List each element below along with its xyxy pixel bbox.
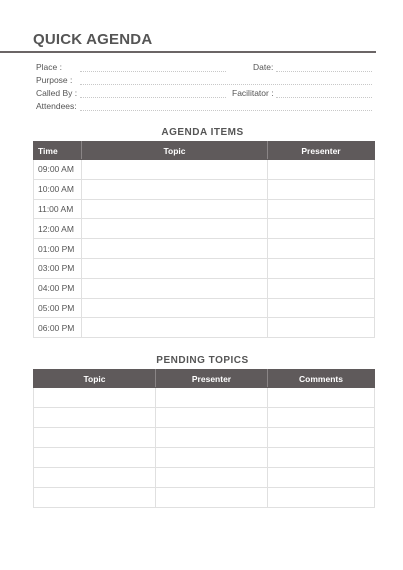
- time-cell: 04:00 PM: [34, 278, 82, 298]
- date-field[interactable]: [276, 71, 372, 72]
- presenter-cell[interactable]: [268, 219, 375, 239]
- presenter-cell[interactable]: [268, 199, 375, 219]
- table-row: [34, 258, 375, 278]
- presenter-cell[interactable]: [156, 488, 268, 508]
- attendees-field[interactable]: [80, 110, 372, 111]
- table-row: [34, 408, 375, 428]
- time-cell: 06:00 PM: [34, 318, 82, 338]
- column-header-topic: Topic: [34, 370, 156, 388]
- presenter-cell[interactable]: [268, 160, 375, 180]
- attendees-label: Attendees:: [36, 101, 77, 111]
- column-header-presenter: Presenter: [156, 370, 268, 388]
- table-row: [34, 239, 375, 259]
- place-field[interactable]: [80, 71, 226, 72]
- agenda-table: [33, 141, 375, 338]
- table-row: [34, 160, 375, 180]
- title-divider: [0, 51, 376, 53]
- presenter-cell[interactable]: [156, 428, 268, 448]
- topic-cell[interactable]: [34, 388, 156, 408]
- time-cell: 09:00 AM: [34, 160, 82, 180]
- presenter-cell[interactable]: [156, 408, 268, 428]
- table-row: [34, 428, 375, 448]
- topic-cell[interactable]: [34, 468, 156, 488]
- topic-cell[interactable]: [34, 428, 156, 448]
- table-row: [34, 468, 375, 488]
- table-row: [34, 278, 375, 298]
- table-row: [34, 199, 375, 219]
- time-cell: 01:00 PM: [34, 239, 82, 259]
- table-row: [34, 388, 375, 408]
- topic-cell[interactable]: [82, 278, 268, 298]
- called-by-label: Called By :: [36, 88, 78, 98]
- presenter-cell[interactable]: [156, 388, 268, 408]
- facilitator-label: Facilitator :: [232, 88, 274, 98]
- topic-cell[interactable]: [82, 179, 268, 199]
- comments-cell[interactable]: [268, 448, 375, 468]
- comments-cell[interactable]: [268, 428, 375, 448]
- comments-cell[interactable]: [268, 408, 375, 428]
- comments-cell[interactable]: [268, 468, 375, 488]
- time-cell: 11:00 AM: [34, 199, 82, 219]
- table-row: [34, 318, 375, 338]
- agenda-heading: AGENDA ITEMS: [161, 127, 244, 138]
- table-row: [34, 219, 375, 239]
- place-label: Place :: [36, 62, 62, 72]
- pending-header-row: [34, 370, 375, 388]
- topic-cell[interactable]: [34, 408, 156, 428]
- presenter-cell[interactable]: [156, 468, 268, 488]
- time-cell: 03:00 PM: [34, 258, 82, 278]
- time-cell: 10:00 AM: [34, 179, 82, 199]
- table-row: [34, 179, 375, 199]
- purpose-field[interactable]: [80, 84, 372, 85]
- agenda-header-row: [34, 142, 375, 160]
- topic-cell[interactable]: [34, 488, 156, 508]
- presenter-cell[interactable]: [268, 258, 375, 278]
- topic-cell[interactable]: [82, 298, 268, 318]
- comments-cell[interactable]: [268, 388, 375, 408]
- date-label: Date:: [253, 62, 274, 72]
- facilitator-field[interactable]: [276, 97, 372, 98]
- presenter-cell[interactable]: [268, 179, 375, 199]
- table-row: [34, 298, 375, 318]
- presenter-cell[interactable]: [268, 278, 375, 298]
- comments-cell[interactable]: [268, 488, 375, 508]
- topic-cell[interactable]: [82, 199, 268, 219]
- column-header-comments: Comments: [268, 370, 375, 388]
- table-row: [34, 448, 375, 468]
- purpose-label: Purpose :: [36, 75, 73, 85]
- table-row: [34, 488, 375, 508]
- topic-cell[interactable]: [34, 448, 156, 468]
- topic-cell[interactable]: [82, 160, 268, 180]
- page-title: QUICK AGENDA: [33, 31, 153, 48]
- presenter-cell[interactable]: [268, 239, 375, 259]
- column-header-time: Time: [34, 142, 82, 160]
- called-by-field[interactable]: [80, 97, 226, 98]
- time-cell: 12:00 AM: [34, 219, 82, 239]
- pending-heading: PENDING TOPICS: [156, 355, 249, 366]
- presenter-cell[interactable]: [268, 318, 375, 338]
- time-cell: 05:00 PM: [34, 298, 82, 318]
- presenter-cell[interactable]: [156, 448, 268, 468]
- pending-table: [33, 369, 375, 508]
- topic-cell[interactable]: [82, 219, 268, 239]
- presenter-cell[interactable]: [268, 298, 375, 318]
- topic-cell[interactable]: [82, 258, 268, 278]
- topic-cell[interactable]: [82, 318, 268, 338]
- topic-cell[interactable]: [82, 239, 268, 259]
- column-header-topic: Topic: [82, 142, 268, 160]
- column-header-presenter: Presenter: [268, 142, 375, 160]
